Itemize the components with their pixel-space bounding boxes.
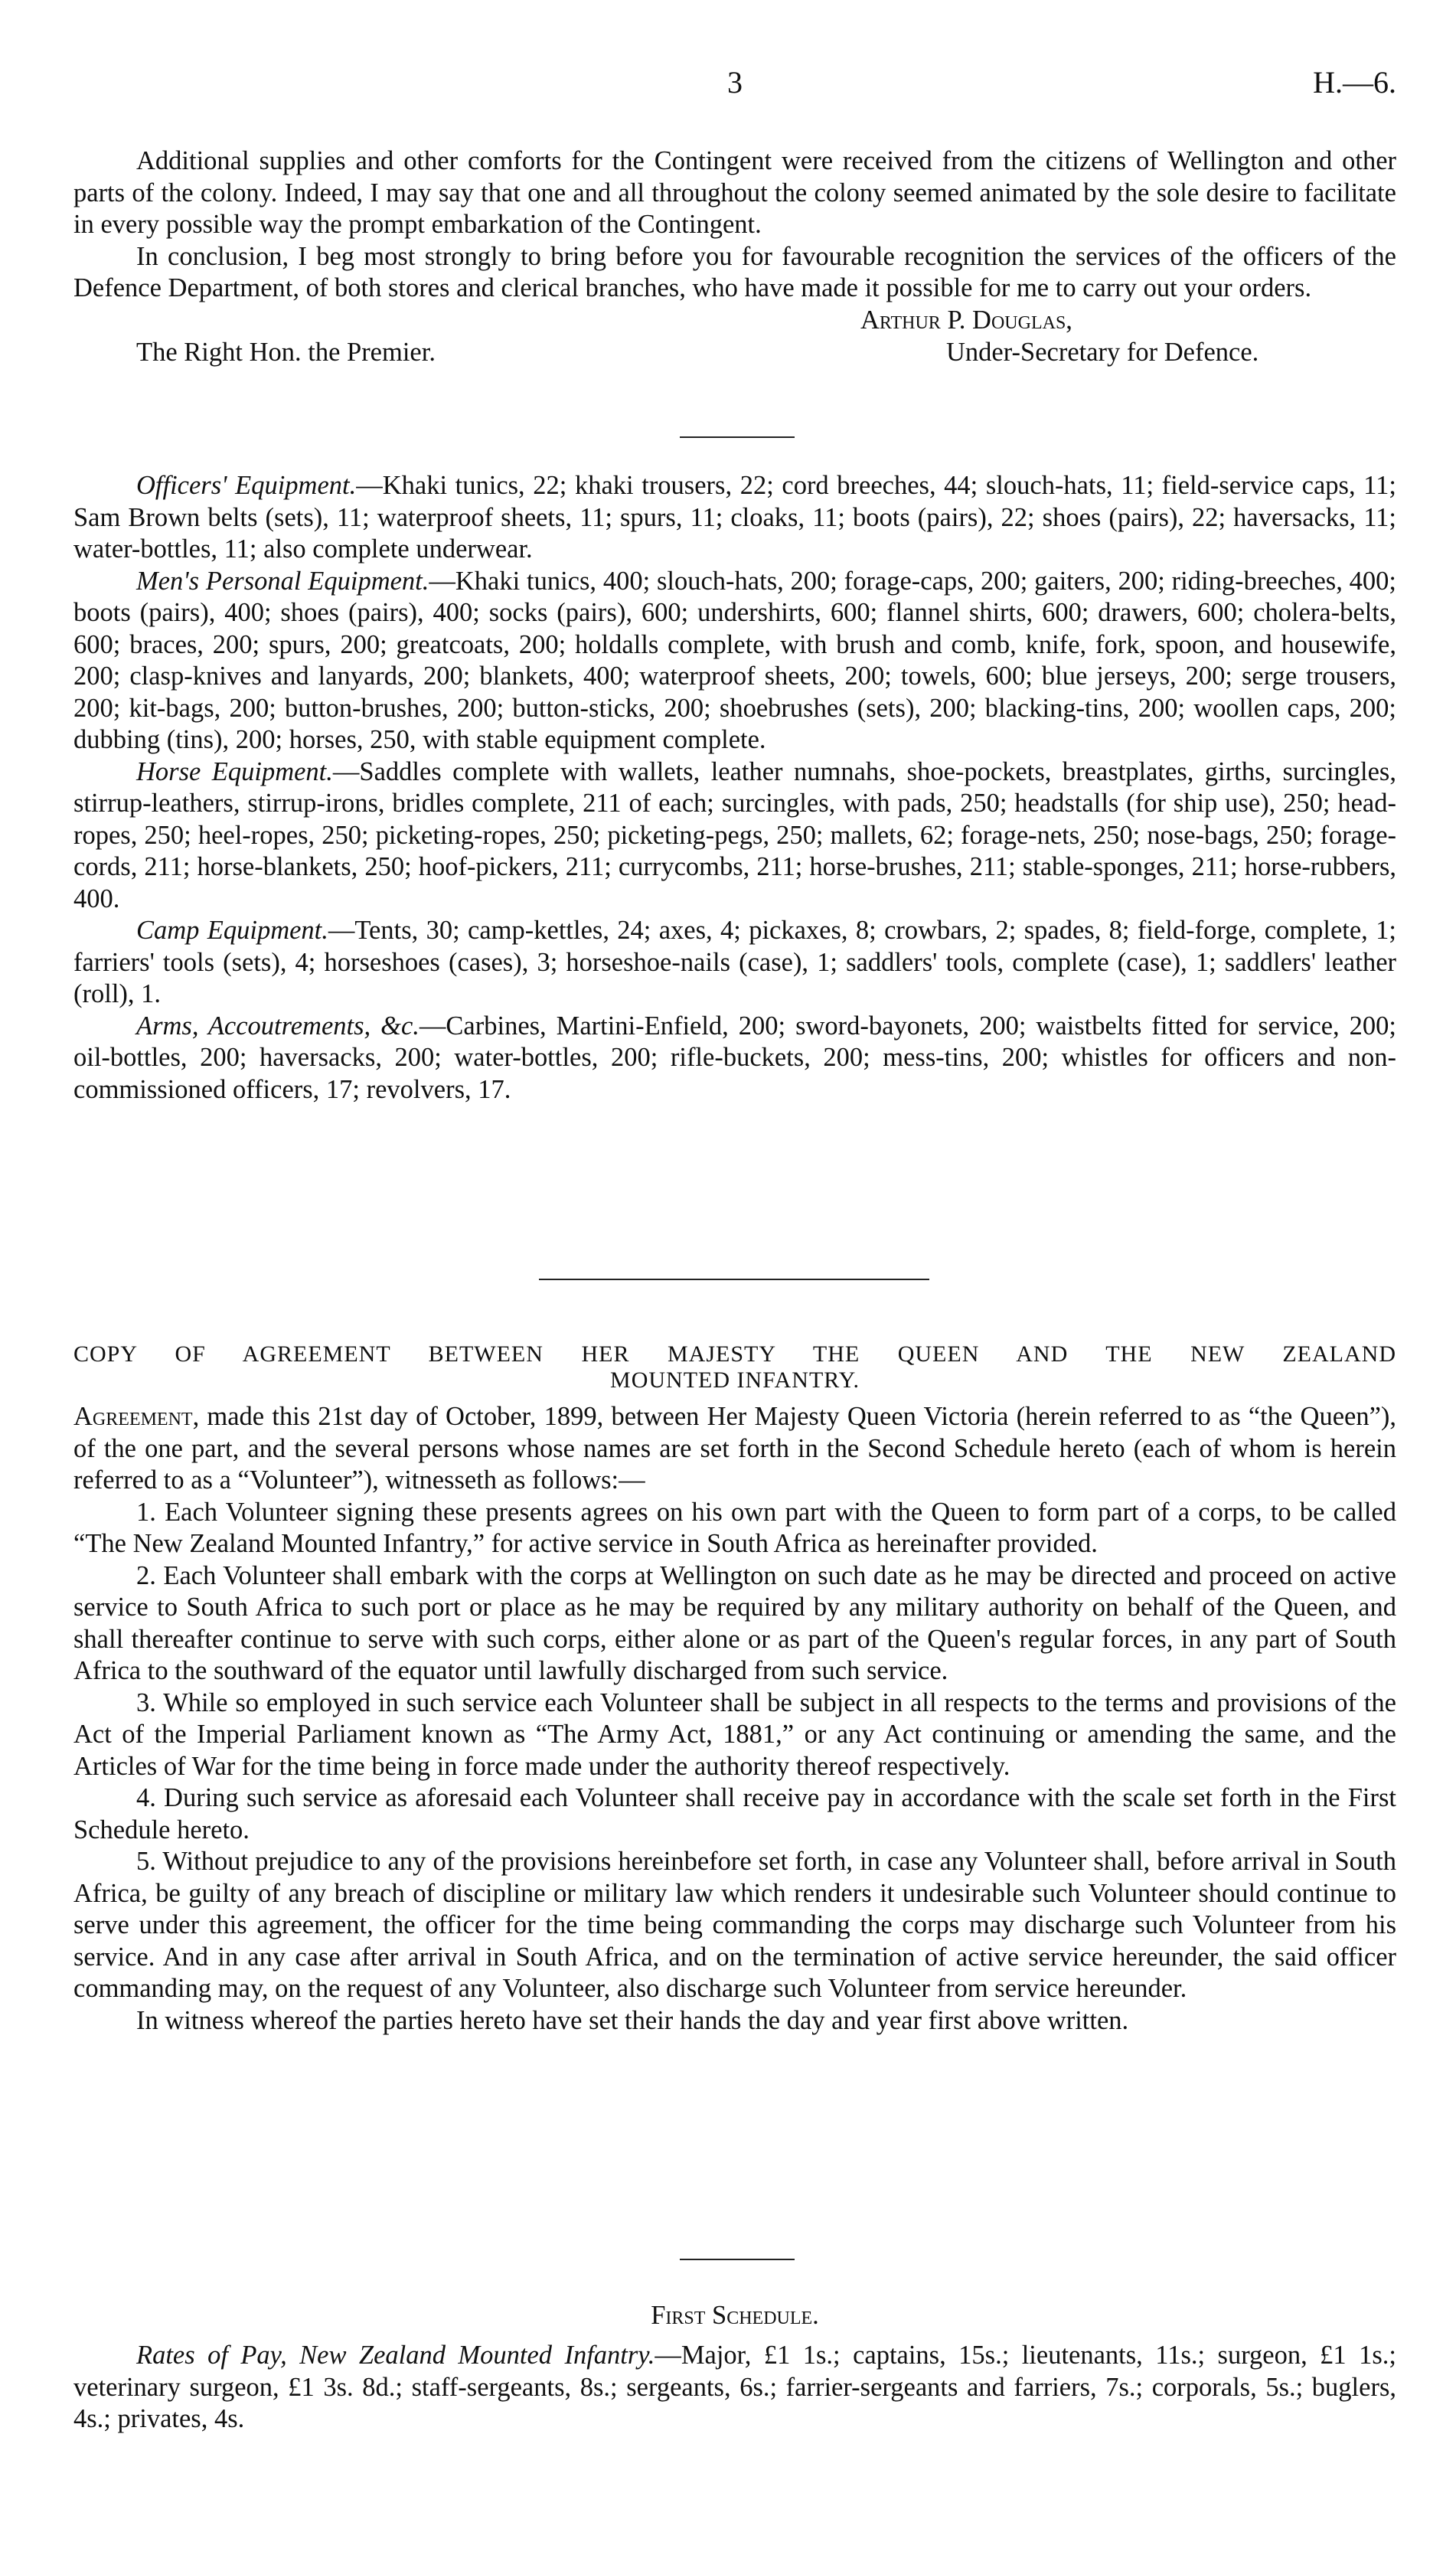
section-divider: [680, 2259, 795, 2260]
agreement-clause: 4. During such service as aforesaid each Volunteer shall receive pay in accordance with the scale set forth in the First Schedule hereto.: [73, 1783, 1396, 1844]
schedule-paragraph: [73, 2340, 1396, 2436]
schedule-label: Rates of Pay, New Zealand Mounted Infantry.: [136, 2341, 655, 2370]
schedule-text: —Major, £1 1s.; captains, 15s.; lieutenants, 11s.; surgeon, £1 1s.; veterinary surgeon, £1 3s. 8d.; staff-sergeants, 8s.; sergeants, 6s.; farrier-sergeants and farriers, 7s.; corporals, 5s.; buglers, 4s.; privates, 4s.: [73, 2341, 1396, 2433]
agreement-heading-line: MOUNTED INFANTRY.: [610, 1367, 860, 1393]
equipment-paragraph: [73, 1011, 1396, 1106]
equipment-label: Camp Equipment.: [136, 916, 328, 945]
agreement-heading-line: COPY OF AGREEMENT BETWEEN HER MAJESTY THE QUEEN AND THE NEW ZEALAND: [73, 1341, 1396, 1367]
section-divider: [680, 436, 795, 438]
agreement-heading: [73, 1341, 1396, 1393]
letter-section: [73, 145, 1396, 369]
equipment-text: —Khaki tunics, 22; khaki trousers, 22; cord breeches, 44; slouch-hats, 11; field-service caps, 11; Sam Brown belts (sets), 11; waterproof sheets, 11; spurs, 11; cloaks, 11; boots (pairs), 22; shoes (pairs), 22; haversacks, 11; water-bottles, 11; also complete underwear.: [73, 471, 1396, 564]
agreement-clause: 3. While so employed in such service each Volunteer shall be subject in all respects to the terms and provisions of the Act of the Imperial Parliament known as “The Army Act, 1881,” or any Act continuing or amending the same, and the Articles of War for the time being in force made under the authority thereof respectively.: [73, 1687, 1396, 1781]
agreement-lead-word: Agreement,: [73, 1402, 200, 1431]
equipment-paragraph: [73, 915, 1396, 1011]
document-reference: H.—6.: [1313, 65, 1396, 100]
signatory-name: Arthur P. Douglas,: [860, 305, 1072, 335]
equipment-label: Officers' Equipment.: [136, 471, 357, 500]
equipment-paragraph: [73, 566, 1396, 756]
agreement-intro: [73, 1401, 1396, 1497]
equipment-list: [73, 470, 1396, 1106]
agreement-clause: 5. Without prejudice to any of the provisions hereinbefore set forth, in case any Volunteer shall, before arrival in South Africa, be guilty of any breach of discipline or military law which renders it undesirable such Volunteer should continue to serve under this agreement, the officer for the time being commanding the corps may discharge such Volunteer from his service. And in any case after arrival in South Africa, and on the termination of active service hereunder, the said officer commanding may, on the request of any Volunteer, also discharge such Volunteer from service hereunder.: [73, 1847, 1396, 2003]
addressee: The Right Hon. the Premier.: [136, 337, 436, 367]
page-number: 3: [727, 65, 743, 100]
equipment-label: Horse Equipment.: [136, 756, 333, 786]
agreement-clause: In witness whereof the parties hereto have set their hands the day and year first above written.: [136, 2005, 1129, 2035]
letter-paragraph: In conclusion, I beg most strongly to bring before you for favourable recognition the services of the officers of the Defence Department, of both stores and clerical branches, who have made it possible for me to carry out your orders.: [73, 241, 1396, 302]
equipment-text: —Saddles complete with wallets, leather numnahs, shoe-pockets, breastplates, girths, surcingles, stirrup-leathers, stirrup-irons, bridles complete, 211 of each; surcingles, with pads, 250; headstalls (for ship use), 250; head-ropes, 250; heel-ropes, 250; picketing-ropes, 250; picketing-pegs, 250; mallets, 62; forage-nets, 250; nose-bags, 250; forage-cords, 211; horse-blankets, 250; hoof-pickers, 211; currycombs, 211; horse-brushes, 211; stable-sponges, 211; horse-rubbers, 400.: [73, 756, 1396, 913]
equipment-paragraph: [73, 756, 1396, 916]
equipment-text: —Khaki tunics, 400; slouch-hats, 200; forage-caps, 200; gaiters, 200; riding-breeches, 400; boots (pairs), 400; shoes (pairs), 400; socks (pairs), 600; undershirts, 600; flannel shirts, 600; drawers, 600; cholera-belts, 600; braces, 200; spurs, 200; greatcoats, 200; holdalls complete, with brush and comb, knife, fork, spoon, and housewife, 200; clasp-knives and lanyards, 200; blankets, 400; waterproof sheets, 200; towels, 600; blue jerseys, 200; serge trousers, 200; kit-bags, 200; button-brushes, 200; button-sticks, 200; shoebrushes (sets), 200; blacking-tins, 200; woollen caps, 200; dubbing (tins), 200; horses, 250, with stable equipment complete.: [73, 566, 1397, 754]
section-divider: [539, 1279, 929, 1280]
agreement-intro-text: made this 21st day of October, 1899, between Her Majesty Queen Victoria (herein referred to as “the Queen”), of the one part, and the several persons whose names are set forth in the Second Schedule hereto (each of whom is herein referred to as a “Volunteer”), witnesseth as follows:—: [73, 1402, 1396, 1495]
equipment-label: Arms, Accoutrements, &c.: [136, 1011, 419, 1041]
equipment-label: Men's Personal Equipment.: [136, 566, 429, 596]
agreement-clause: 1. Each Volunteer signing these presents agrees on his own part with the Queen to form part of a corps, to be called “The New Zealand Mounted Infantry,” for active service in South Africa as hereinafter provided.: [73, 1497, 1396, 1558]
equipment-text: —Tents, 30; camp-kettles, 24; axes, 4; pickaxes, 8; crowbars, 2; spades, 8; field-forge, complete, 1; farriers' tools (sets), 4; horseshoes (cases), 3; horseshoe-nails (case), 1; saddlers' tools, complete (case), 1; saddlers' leather (roll), 1.: [73, 916, 1396, 1008]
agreement-clause: 2. Each Volunteer shall embark with the corps at Wellington on such date as he may be directed and proceed on active service to South Africa to such port or place as he may be required by any military authority on behalf of the Queen, and shall thereafter continue to serve with such corps, either alone or as part of the Queen's regular forces, in any part of South Africa to the southward of the equator until lawfully discharged from such service.: [73, 1560, 1396, 1685]
schedule-body: [73, 2340, 1396, 2436]
signature-block: [73, 305, 1396, 369]
schedule-heading: First Schedule.: [651, 2301, 819, 2330]
agreement-body: [73, 1401, 1396, 2037]
equipment-paragraph: [73, 470, 1396, 566]
equipment-text: —Carbines, Martini-Enfield, 200; sword-bayonets, 200; waistbelts fitted for service, 200; oil-bottles, 200; haversacks, 200; water-bottles, 200; rifle-buckets, 200; mess-tins, 200; whistles for officers and non-commissioned officers, 17; revolvers, 17.: [73, 1011, 1396, 1104]
page-header: [73, 64, 1396, 110]
letter-paragraph: Additional supplies and other comforts for the Contingent were received from the citizens of Wellington and other parts of the colony. Indeed, I may say that one and all throughout the colony seemed animated by the sole desire to facilitate in every possible way the prompt embarkation of the Contingent.: [73, 146, 1396, 239]
signatory-title: Under-Secretary for Defence.: [946, 337, 1259, 367]
